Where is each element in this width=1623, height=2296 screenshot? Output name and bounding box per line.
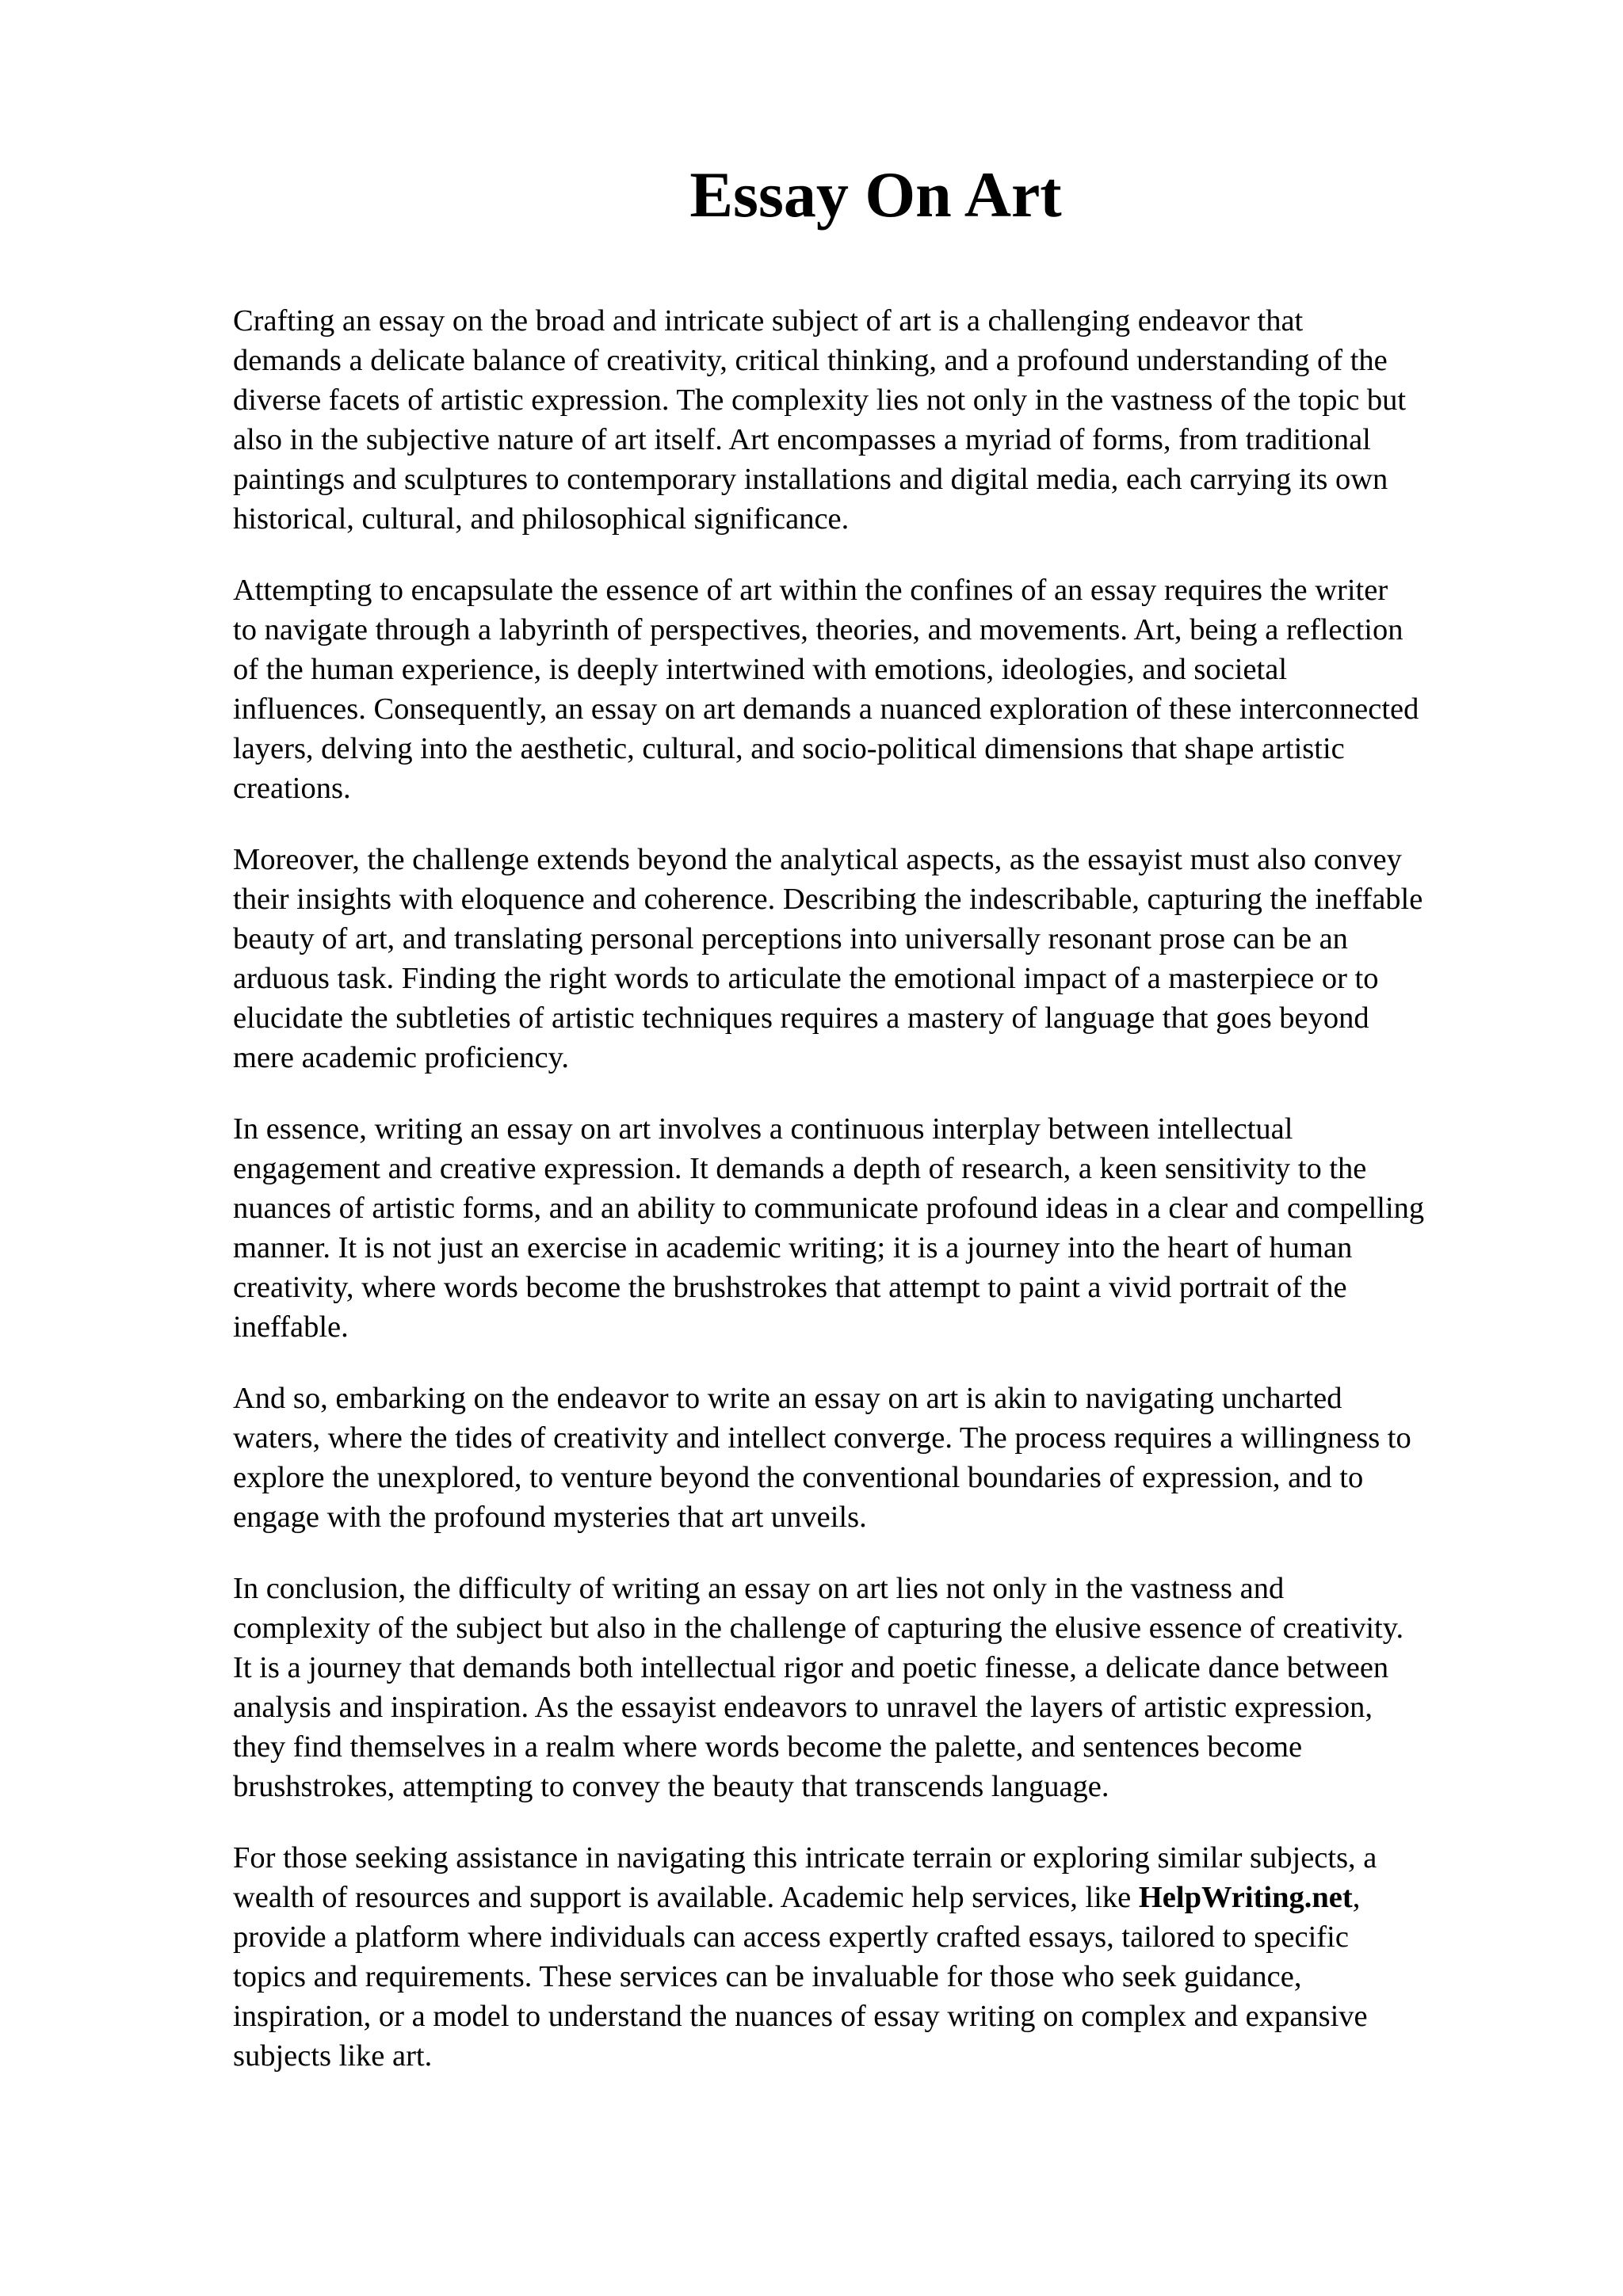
paragraph-line: to navigate through a labyrinth of perspectives, theories, and movements. Art, being a reflection <box>233 613 1403 646</box>
paragraph-list <box>233 301 1525 1806</box>
paragraph-line: nuances of artistic forms, and an ability to communicate profound ideas in a clear and compelling <box>233 1192 1425 1225</box>
body-paragraph <box>233 1569 1525 1806</box>
paragraph-line: creations. <box>233 772 351 805</box>
paragraph-line: complexity of the subject but also in the challenge of capturing the elusive essence of creativity. <box>233 1611 1404 1645</box>
paragraph-line: their insights with eloquence and coherence. Describing the indescribable, capturing the ineffable <box>233 883 1423 916</box>
paragraph-line: It is a journey that demands both intellectual rigor and poetic finesse, a delicate dance between <box>233 1651 1389 1684</box>
paragraph-line: of the human experience, is deeply intertwined with emotions, ideologies, and societal <box>233 653 1288 686</box>
paragraph-line: mere academic proficiency. <box>233 1041 569 1074</box>
paragraph-line: brushstrokes, attempting to convey the beauty that transcends language. <box>233 1770 1109 1803</box>
body-paragraph <box>233 570 1525 808</box>
paragraph-line: demands a delicate balance of creativity, critical thinking, and a profound understanding of the <box>233 344 1388 377</box>
body-paragraph <box>233 1109 1525 1347</box>
paragraph-line: Crafting an essay on the broad and intricate subject of art is a challenging endeavor that <box>233 304 1304 338</box>
paragraph-line: manner. It is not just an exercise in academic writing; it is a journey into the heart of human <box>233 1231 1353 1264</box>
body-paragraph <box>233 301 1525 539</box>
paragraph-line: beauty of art, and translating personal perceptions into universally resonant prose can be an <box>233 922 1348 955</box>
document-title: Essay On Art <box>689 158 1062 231</box>
paragraph-line: waters, where the tides of creativity and intellect converge. The process requires a willingness to <box>233 1421 1411 1455</box>
paragraph-line: For those seeking assistance in navigating this intricate terrain or exploring similar subjects, a <box>233 1841 1377 1875</box>
paragraph-line: influences. Consequently, an essay on art demands a nuanced exploration of these interconnected <box>233 692 1419 726</box>
paragraph-line: subjects like art. <box>233 2039 433 2073</box>
paragraph-line: diverse facets of artistic expression. The complexity lies not only in the vastness of the topic but <box>233 383 1407 417</box>
paragraph-line: In conclusion, the difficulty of writing an essay on art lies not only in the vastness and <box>233 1572 1285 1605</box>
paragraph-line: inspiration, or a model to understand the nuances of essay writing on complex and expansive <box>233 2000 1368 2033</box>
brand-link[interactable]: HelpWriting.net <box>1138 1881 1353 1914</box>
paragraph-line: explore the unexplored, to venture beyond the conventional boundaries of expression, and to <box>233 1461 1364 1494</box>
paragraph-line: elucidate the subtleties of artistic techniques requires a mastery of language that goes beyond <box>233 1001 1369 1035</box>
paragraph-line: topics and requirements. These services can be invaluable for those who seek guidance, <box>233 1960 1302 1993</box>
paragraph-line: creativity, where words become the brushstrokes that attempt to paint a vivid portrait of the <box>233 1271 1347 1304</box>
paragraph-line: paintings and sculptures to contemporary installations and digital media, each carrying its own <box>233 463 1388 496</box>
paragraph-line: Moreover, the challenge extends beyond the analytical aspects, as the essayist must also convey <box>233 843 1402 876</box>
paragraph-line: In essence, writing an essay on art involves a continuous interplay between intellectual <box>233 1112 1293 1146</box>
paragraph-line: provide a platform where individuals can access expertly crafted essays, tailored to specific <box>233 1920 1349 1954</box>
paragraph-line: engage with the profound mysteries that art unveils. <box>233 1501 867 1534</box>
paragraph-line: historical, cultural, and philosophical significance. <box>233 502 850 536</box>
paragraph-line: also in the subjective nature of art itself. Art encompasses a myriad of forms, from traditional <box>233 423 1371 456</box>
paragraph-line: they find themselves in a realm where words become the palette, and sentences become <box>233 1730 1303 1764</box>
line-text: wealth of resources and support is available. Academic help services, like <box>233 1881 1132 1914</box>
paragraph-line: layers, delving into the aesthetic, cultural, and socio-political dimensions that shape artistic <box>233 732 1345 765</box>
paragraph-line: Attempting to encapsulate the essence of art within the confines of an essay requires the writer <box>233 574 1388 607</box>
document-body <box>233 301 1525 2107</box>
paragraph-line: analysis and inspiration. As the essayist endeavors to unravel the layers of artistic expression, <box>233 1691 1373 1724</box>
final-paragraph <box>233 1838 1525 2076</box>
paragraph-line: arduous task. Finding the right words to articulate the emotional impact of a masterpiece or to <box>233 962 1379 995</box>
line-punctuation: , <box>1352 1881 1361 1914</box>
paragraph-line <box>233 1878 1525 1917</box>
body-paragraph <box>233 1379 1525 1537</box>
paragraph-line: ineffable. <box>233 1310 349 1344</box>
paragraph-line: And so, embarking on the endeavor to write an essay on art is akin to navigating uncharted <box>233 1382 1342 1415</box>
paragraph-line: engagement and creative expression. It demands a depth of research, a keen sensitivity to the <box>233 1152 1367 1185</box>
body-paragraph <box>233 840 1525 1077</box>
